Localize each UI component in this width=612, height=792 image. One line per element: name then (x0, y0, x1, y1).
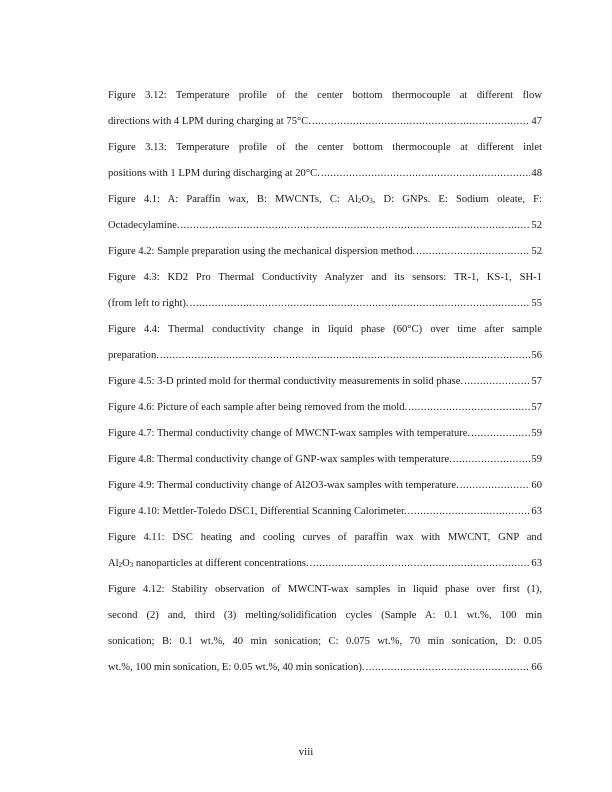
page-number: 56 (531, 350, 542, 361)
entry-text: Figure 4.5: 3-D printed mold for thermal conductivity measurements in solid phase. (108, 376, 464, 387)
toc-entry[interactable] (108, 135, 542, 187)
page-number: 47 (531, 116, 542, 127)
entry-last-line (108, 161, 542, 187)
page-number: 63 (531, 558, 542, 569)
entry-text: preparation. (108, 350, 159, 361)
dot-leader (453, 447, 531, 473)
entry-text: Figure 4.12: Stability observation of MWCNT-wax samples in liquid phase over first (1), (108, 584, 542, 595)
entry-last-line (108, 291, 542, 317)
entry-text: Figure 3.13: Temperature profile of the center bottom thermocouple at different inlet (108, 142, 542, 153)
page-number: 52 (531, 220, 542, 231)
toc-entry[interactable] (108, 473, 542, 499)
entry-text: directions with 4 LPM during charging at 75°C. (108, 116, 311, 127)
toc-entry[interactable] (108, 421, 542, 447)
entry-text: Figure 4.8: Thermal conductivity change of GNP-wax samples with temperature. (108, 454, 452, 465)
entry-last-line (108, 109, 542, 135)
entry-text: Figure 4.11: DSC heating and cooling curves of paraffin wax with MWCNT, GNP and (108, 532, 542, 543)
dot-leader (366, 655, 531, 681)
entry-text: Figure 4.2: Sample preparation using the mechanical dispersion method. (108, 246, 416, 257)
page-number: 48 (531, 168, 542, 179)
entry-last-line (108, 551, 542, 577)
toc-entry[interactable] (108, 83, 542, 135)
entry-last-line (108, 655, 542, 681)
entry-text: $Al_2O_3$ nanoparticles at different concentrations. (108, 558, 309, 569)
entry-text: Figure 4.6: Picture of each sample after being removed from the mold. (108, 402, 408, 413)
toc-entry[interactable] (108, 499, 542, 525)
page-number: 57 (531, 376, 542, 387)
dot-leader (460, 473, 531, 499)
toc-entry[interactable] (108, 369, 542, 395)
entry-last-line (108, 447, 542, 473)
page-number: 57 (531, 402, 542, 413)
page-number: 59 (531, 454, 542, 465)
entry-last-line (108, 421, 542, 447)
toc-entry[interactable] (108, 447, 542, 473)
entry-last-line (108, 239, 542, 265)
toc-entry[interactable] (108, 577, 542, 681)
page-number: 55 (531, 298, 542, 309)
dot-leader (408, 395, 530, 421)
dot-leader (310, 551, 531, 577)
entry-text: Figure 4.10: Mettler-Toledo DSC1, Differential Scanning Calorimeter. (108, 506, 407, 517)
dot-leader (471, 421, 530, 447)
page-number: 63 (531, 506, 542, 517)
entry-text: wt.%, 100 min sonication, E: 0.05 wt.%, 40 min sonication). (108, 662, 365, 673)
entry-text: Figure 4.4: Thermal conductivity change in liquid phase (60°C) over time after sample (108, 324, 542, 335)
page-footer-number: viii (298, 746, 314, 758)
dot-leader (416, 239, 530, 265)
dot-leader (464, 369, 530, 395)
page-number: 59 (531, 428, 542, 439)
list-of-figures (108, 83, 542, 681)
entry-last-line (108, 395, 542, 421)
toc-entry[interactable] (108, 317, 542, 369)
page-number: 52 (531, 246, 542, 257)
toc-entry[interactable] (108, 395, 542, 421)
page-number: 60 (531, 480, 542, 491)
toc-entry[interactable] (108, 187, 542, 239)
page-number: 66 (531, 662, 542, 673)
entry-text: Figure 4.7: Thermal conductivity change of MWCNT-wax samples with temperature. (108, 428, 471, 439)
entry-text: Figure 4.9: Thermal conductivity change of Al2O3-wax samples with temperature. (108, 480, 459, 491)
entry-text: Octadecylamine. (108, 220, 180, 231)
toc-entry[interactable] (108, 525, 542, 577)
dot-leader (408, 499, 531, 525)
entry-last-line (108, 473, 542, 499)
entry-text: (from left to right). (108, 298, 189, 309)
dot-leader (190, 291, 531, 317)
entry-text: positions with 1 LPM during discharging at 20°C. (108, 168, 320, 179)
dot-leader (160, 343, 531, 369)
dot-leader (180, 213, 530, 239)
toc-entry[interactable] (108, 265, 542, 317)
entry-last-line (108, 369, 542, 395)
dot-leader (321, 161, 531, 187)
dot-leader (312, 109, 530, 135)
entry-last-line (108, 499, 542, 525)
entry-text: second (2) and, third (3) melting/solidification cycles (Sample A: 0.1 wt.%, 100 min (108, 610, 542, 621)
entry-last-line (108, 213, 542, 239)
entry-text: sonication; B: 0.1 wt.%, 40 min sonication; C: 0.075 wt.%, 70 min sonication, D: 0.05 (108, 636, 542, 647)
entry-text: Figure 4.3: KD2 Pro Thermal Conductivity Analyzer and its sensors: TR-1, KS-1, SH-1 (108, 272, 542, 283)
toc-entry[interactable] (108, 239, 542, 265)
entry-text: Figure 3.12: Temperature profile of the center bottom thermocouple at different flow (108, 90, 542, 101)
entry-text: Figure 4.1: A: Paraffin wax, B: MWCNTs, C: $Al_2O_3$, D: GNPs. E: Sodium oleate, F: (108, 194, 542, 205)
entry-last-line (108, 343, 542, 369)
